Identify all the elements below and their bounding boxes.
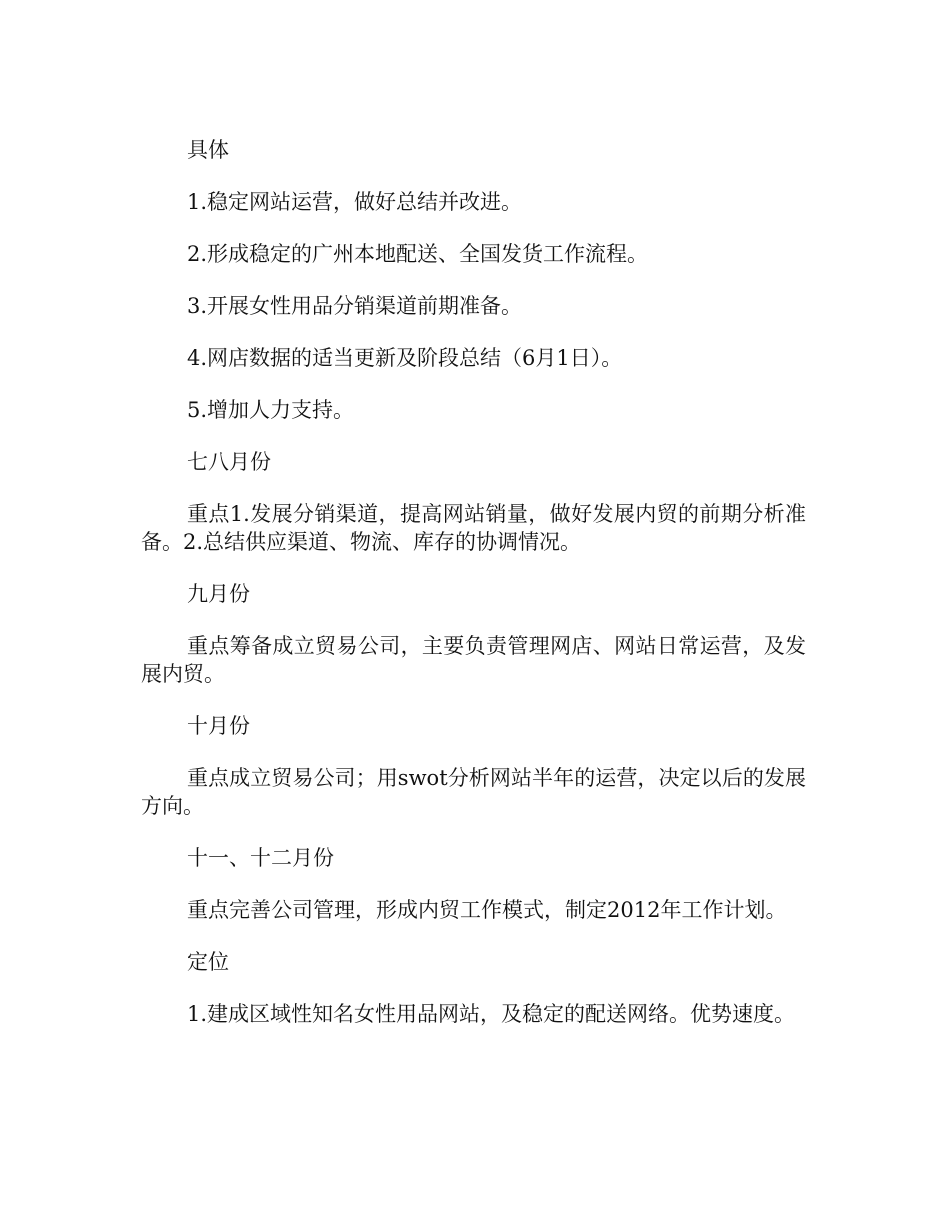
section-heading-specifics: 具体 <box>187 138 229 162</box>
list-item-3: 3.开展女性用品分销渠道前期准备。 <box>187 294 523 318</box>
section-heading-september: 九月份 <box>187 582 250 606</box>
list-item-1: 1.稳定网站运营，做好总结并改进。 <box>187 190 523 214</box>
list-item-2: 2.形成稳定的广州本地配送、全国发货工作流程。 <box>187 242 649 266</box>
list-item-4: 4.网店数据的适当更新及阶段总结（6月1日）。 <box>187 346 623 370</box>
paragraph-september: 重点筹备成立贸易公司，主要负责管理网店、网站日常运营，及发展内贸。 <box>141 634 806 686</box>
document-body <box>141 136 806 1052</box>
paragraph-positioning-1: 1.建成区域性知名女性用品网站，及稳定的配送网络。优势速度。 <box>187 1002 796 1026</box>
paragraph-november-december: 重点完善公司管理，形成内贸工作模式，制定2012年工作计划。 <box>187 898 787 922</box>
section-heading-positioning: 定位 <box>187 950 229 974</box>
section-heading-july-august: 七八月份 <box>187 450 271 474</box>
paragraph-october: 重点成立贸易公司；用swot分析网站半年的运营，决定以后的发展方向。 <box>141 766 806 818</box>
section-heading-november-december: 十一、十二月份 <box>187 846 334 870</box>
list-item-5: 5.增加人力支持。 <box>187 398 355 422</box>
paragraph-july-august: 重点1.发展分销渠道，提高网站销量，做好发展内贸的前期分析准备。2.总结供应渠道、物流、库存的协调情况。 <box>141 502 806 554</box>
section-heading-october: 十月份 <box>187 714 250 738</box>
